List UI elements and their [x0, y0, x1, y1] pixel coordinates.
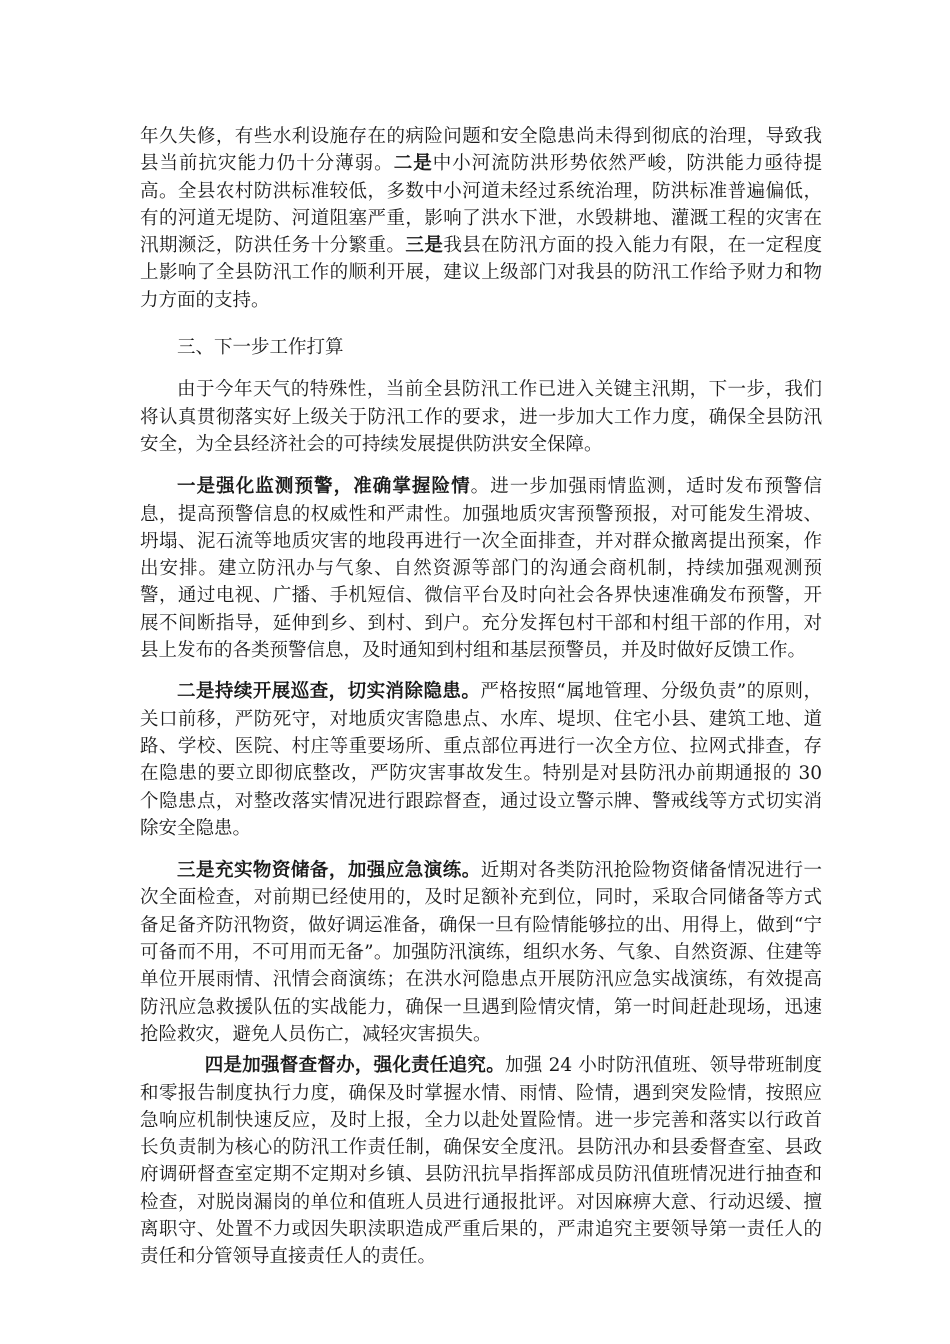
bold-lead: 二是持续开展巡查，切实消除隐患。 — [177, 681, 481, 703]
paragraph-intro: 由于今年天气的特殊性，当前全县防汛工作已进入关键主汛期，下一步，我们将认真贯彻落实好上级关于防汛工作的要求，进一步加大工作力度，确保全县防汛安全，为全县经济社会的可持续发展提供防洪安全保障。 — [140, 379, 822, 455]
paragraph-supervision — [140, 1052, 822, 1270]
paragraph-risk-issues — [140, 123, 822, 314]
bold-lead: 三是充实物资储备，加强应急演练。 — [177, 860, 481, 882]
paragraph-text: 。进一步加强雨情监测，适时发布预警信息，提高预警信息的权威性和严肃性。加强地质灾害预警预报，对可能发生滑坡、坍塌、泥石流等地质灾害的地段再进行一次全面排查，并对群众撤离提出预案，作出安排。建立防汛办与气象、自然资源等部门的沟通会商机制，持续加强观测预警，通过电视、广播、手机短信、微信平台及时向社会各界快速准确发布预警，开展不间断指导，延伸到乡、到村、到户。充分发挥包村干部和村组干部的作用，对县上发布的各类预警信息，及时通知到村组和基层预警员，并及时做好反馈工作。 — [140, 476, 822, 662]
paragraph-text: 我县在防汛方面的投入能力有限，在一定程度上影响了全县防汛工作的顺利开展，建议上级部门对我县的防汛工作给予财力和物力方面的支持。 — [140, 235, 822, 311]
paragraph-inspection — [140, 678, 822, 842]
bold-lead: 四是加强督查督办，强化责任追究。 — [204, 1055, 505, 1077]
paragraph-text: 严格按照“属地管理、分级负责”的原则，关口前移，严防死守，对地质灾害隐患点、水库、堤坝、住宅小县、建筑工地、道路、学校、医院、村庄等重要场所、重点部位再进行一次全方位、拉网式排查，存在隐患的要立即彻底整改，严防灾害事故发生。特别是对县防汛办前期通报的 30 个隐患点，对整改落实情况进行跟踪督查，通过设立警示牌、警戒线等方式切实消除安全隐患。 — [140, 681, 822, 839]
section-heading: 三、下一步工作打算 — [177, 337, 344, 359]
bold-lead: 一是强化监测预警，准确掌握险情 — [177, 476, 471, 498]
document-page — [140, 123, 822, 1271]
paragraph-text: 近期对各类防汛抢险物资储备情况进行一次全面检查，对前期已经使用的，及时足额补充到位，同时，采取合同储备等方式备足备齐防汛物资，做好调运准备，确保一旦有险情能够拉的出、用得上，做到“宁可备而不用，不可用而无备”。加强防汛演练，组织水务、气象、自然资源、住建等单位开展雨情、汛情会商演练；在洪水河隐患点开展防汛应急实战演练，有效提高防汛应急救援队伍的实战能力，确保一旦遇到险情灾情，第一时间赶赴现场，迅速抢险救灾，避免人员伤亡，减轻灾害损失。 — [140, 860, 822, 1045]
paragraph-supplies — [140, 857, 822, 1048]
bold-lead-2: 二是 — [393, 153, 433, 175]
paragraph-text: 中小河流防洪形势依然严峻，防洪能力亟待提高。全县农村防洪标准较低，多数中小河道未经过系统治理，防洪标准普遍偏低，有的河道无堤防、河道阻塞严重，影响了洪水下泄，水毁耕地、灌溉工程的灾害在汛期濒泛，防洪任务十分繁重。 — [140, 153, 822, 257]
bold-lead-3: 三是 — [405, 235, 444, 257]
paragraph-monitoring — [140, 473, 822, 664]
paragraph-text: 年久失修，有些水利设施存在的病险问题和安全隐患尚未得到彻底的治理，导致我县当前抗灾能力仍十分薄弱。 — [140, 126, 822, 175]
paragraph-text: 加强 24 小时防汛值班、领导带班制度和零报告制度执行力度，确保及时掌握水情、雨情、险情，遇到突发险情，按照应急响应机制快速反应，及时上报，全力以赴处置险情。进一步完善和落实以行政首长负责制为核心的防汛工作责任制，确保安全度汛。县防汛办和县委督查室、县政府调研督查室定期不定期对乡镇、县防汛抗旱指挥部成员防汛值班情况进行抽查和检查，对脱岗漏岗的单位和值班人员进行通报批评。对因麻痹大意、行动迟缓、擅离职守、处置不力或因失职渎职造成严重后果的，严肃追究主要领导第一责任人的责任和分管领导直接责任人的责任。 — [140, 1055, 822, 1268]
